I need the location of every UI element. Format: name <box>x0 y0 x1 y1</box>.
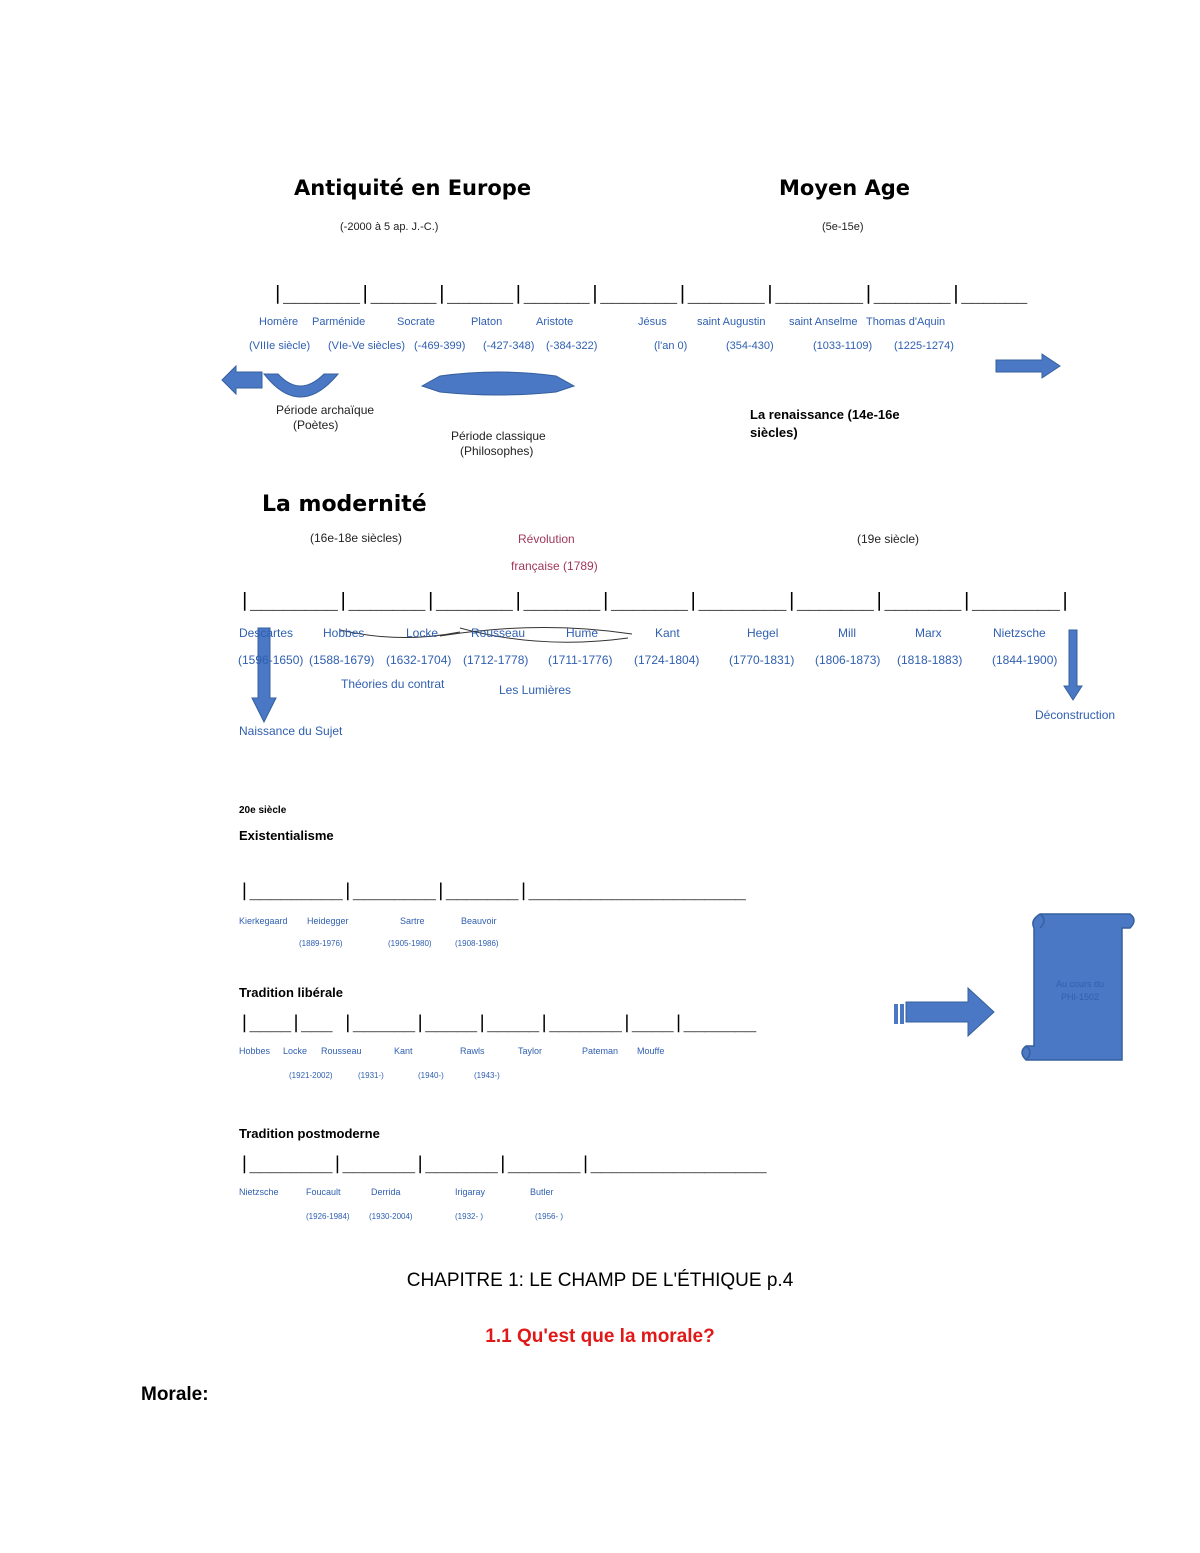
revolution-line1: Révolution <box>518 532 575 546</box>
period-classic-sub: (Philosophes) <box>460 444 534 458</box>
liberal-title: Tradition libérale <box>239 985 344 1000</box>
postmodern-date: (1926-1984) <box>306 1212 350 1221</box>
antiquity-name: Platon <box>471 316 503 328</box>
existentialism-name: Sartre <box>400 916 425 926</box>
liberal-name: Rousseau <box>321 1046 362 1056</box>
antiquity-name: Thomas d'Aquin <box>866 316 946 328</box>
postmodern-date: (1932- ) <box>455 1212 484 1221</box>
morale-term: Morale: <box>141 1384 209 1405</box>
liberal-date: (1931-) <box>358 1071 384 1080</box>
antiquity-name: Socrate <box>397 316 435 328</box>
postmodern-name: Foucault <box>306 1187 341 1197</box>
modernity-name: Descartes <box>239 626 294 640</box>
contract-label: Théories du contrat <box>341 677 445 691</box>
antiquity-title: Antiquité en Europe <box>294 176 532 200</box>
liberal-name: Mouffe <box>637 1046 665 1056</box>
modernity-name: Nietzsche <box>993 626 1046 640</box>
antiquity-date: (1033-1109) <box>813 340 873 352</box>
existentialism-date: (1908-1986) <box>455 939 499 948</box>
left-arrow-icon <box>222 366 262 394</box>
liberal-name: Locke <box>283 1046 308 1056</box>
right-arrow-icon <box>996 354 1060 378</box>
liberal-name: Rawls <box>460 1046 485 1056</box>
antiquity-date: (354-430) <box>726 340 774 352</box>
modernity-timeline: |________|_______|_______|_______|_______|________|_______|_______|________| <box>239 589 1071 611</box>
postmodern-title: Tradition postmoderne <box>239 1126 380 1141</box>
modernity-date: (1596-1650) <box>238 653 304 667</box>
antiquity-date: (l'an 0) <box>654 340 688 352</box>
antiquity-name: saint Augustin <box>697 316 766 328</box>
postmodern-name: Derrida <box>371 1187 401 1197</box>
antiquity-name: Parménide <box>312 316 366 328</box>
existentialism-date: (1889-1976) <box>299 939 343 948</box>
period-classic: Période classique <box>451 429 546 443</box>
classic-period-shape-icon <box>422 372 574 395</box>
modernity-date: (1632-1704) <box>386 653 452 667</box>
liberal-name: Kant <box>394 1046 413 1056</box>
big-arrow-bar1-icon <box>894 1004 898 1024</box>
lumieres-arc-icon <box>440 627 632 636</box>
antiquity-timeline: |_______|______|______|______|_______|_______|________|_______|______ <box>272 282 1027 304</box>
renaissance-line2: siècles) <box>750 425 798 440</box>
antiquity-dates: (-2000 à 5 ap. J.-C.) <box>340 221 439 233</box>
modernity-date: (1770-1831) <box>729 653 795 667</box>
existentialism-name: Beauvoir <box>461 916 497 926</box>
middle-age-dates: (5e-15e) <box>822 221 864 233</box>
postmodern-date: (1930-2004) <box>369 1212 413 1221</box>
antiquity-name: Jésus <box>638 316 667 328</box>
scroll-text-line1: Au cours du <box>1055 979 1105 989</box>
existentialism-name: Kierkegaard <box>239 916 288 926</box>
deconstruction-label: Déconstruction <box>1035 708 1116 722</box>
century19: (19e siècle) <box>857 532 920 546</box>
modernity-name: Hegel <box>747 626 779 640</box>
existentialism-date: (1905-1980) <box>388 939 432 948</box>
liberal-date: (1921-2002) <box>289 1071 333 1080</box>
antiquity-date: (-384-322) <box>546 340 598 352</box>
liberal-date: (1943-) <box>474 1071 500 1080</box>
modernity-date: (1711-1776) <box>548 653 613 667</box>
big-arrow-bar2-icon <box>900 1004 904 1024</box>
modernity-name: Mill <box>838 626 856 640</box>
postmodern-name: Irigaray <box>455 1187 486 1197</box>
big-right-arrow-icon <box>906 988 994 1036</box>
modernity-dates: (16e-18e siècles) <box>310 531 403 545</box>
modernity-date: (1724-1804) <box>634 653 700 667</box>
existentialism-name: Heidegger <box>307 916 349 926</box>
liberal-name: Pateman <box>582 1046 619 1056</box>
antiquity-name: Homère <box>259 316 299 328</box>
antiquity-date: (-469-399) <box>414 340 466 352</box>
postmodern-name: Butler <box>530 1187 554 1197</box>
liberal-name: Taylor <box>518 1046 543 1056</box>
modernity-name: Hume <box>566 626 599 640</box>
antiquity-date: (-427-348) <box>483 340 535 352</box>
modernity-name: Marx <box>915 626 942 640</box>
renaissance-line1: La renaissance (14e-16e <box>750 407 900 422</box>
modernity-date: (1806-1873) <box>815 653 881 667</box>
modernity-name: Kant <box>655 626 680 640</box>
modernity-name: Locke <box>406 626 439 640</box>
down-arrow-nietzsche-icon <box>1064 630 1082 700</box>
period-archaic: Période archaïque <box>276 403 375 417</box>
archaic-arc-icon <box>264 374 338 397</box>
existentialism-timeline: |_________|________|_______|_____________________ <box>239 880 746 901</box>
century20: 20e siècle <box>239 805 287 816</box>
lumieres-label: Les Lumières <box>499 683 572 697</box>
scroll-text-line2: PHI-1502 <box>1060 992 1100 1002</box>
antiquity-date: (1225-1274) <box>894 340 954 352</box>
modernity-name: Hobbes <box>323 626 365 640</box>
antiquity-date: (VIIIe siècle) <box>249 340 311 352</box>
antiquity-name: saint Anselme <box>789 316 858 328</box>
modernity-date: (1818-1883) <box>897 653 963 667</box>
middle-age-title: Moyen Age <box>779 176 911 200</box>
existentialism-title: Existentialisme <box>239 828 334 843</box>
liberal-timeline: |____|___ |______|_____|_____|_______|____|_______ <box>239 1012 756 1033</box>
modernity-date: (1844-1900) <box>992 653 1058 667</box>
modernity-date: (1712-1778) <box>463 653 529 667</box>
chapter-title: CHAPITRE 1: LE CHAMP DE L'ÉTHIQUE p.4 <box>406 1270 794 1291</box>
liberal-date: (1940-) <box>418 1071 444 1080</box>
modernity-name: Rousseau <box>471 626 526 640</box>
section-title: 1.1 Qu'est que la morale? <box>485 1326 715 1347</box>
postmodern-name: Nietzsche <box>239 1187 279 1197</box>
period-archaic-sub: (Poètes) <box>293 418 339 432</box>
postmodern-timeline: |________|_______|_______|_______|_________________ <box>239 1153 767 1174</box>
sujet-label: Naissance du Sujet <box>239 724 343 738</box>
antiquity-date: (VIe-Ve siècles) <box>328 340 406 352</box>
down-arrow-descartes-icon <box>252 628 276 722</box>
modernity-title: La modernité <box>262 492 427 517</box>
modernity-date: (1588-1679) <box>309 653 375 667</box>
antiquity-name: Aristote <box>536 316 574 328</box>
revolution-line2: française (1789) <box>511 559 598 573</box>
liberal-name: Hobbes <box>239 1046 271 1056</box>
postmodern-date: (1956- ) <box>535 1212 564 1221</box>
